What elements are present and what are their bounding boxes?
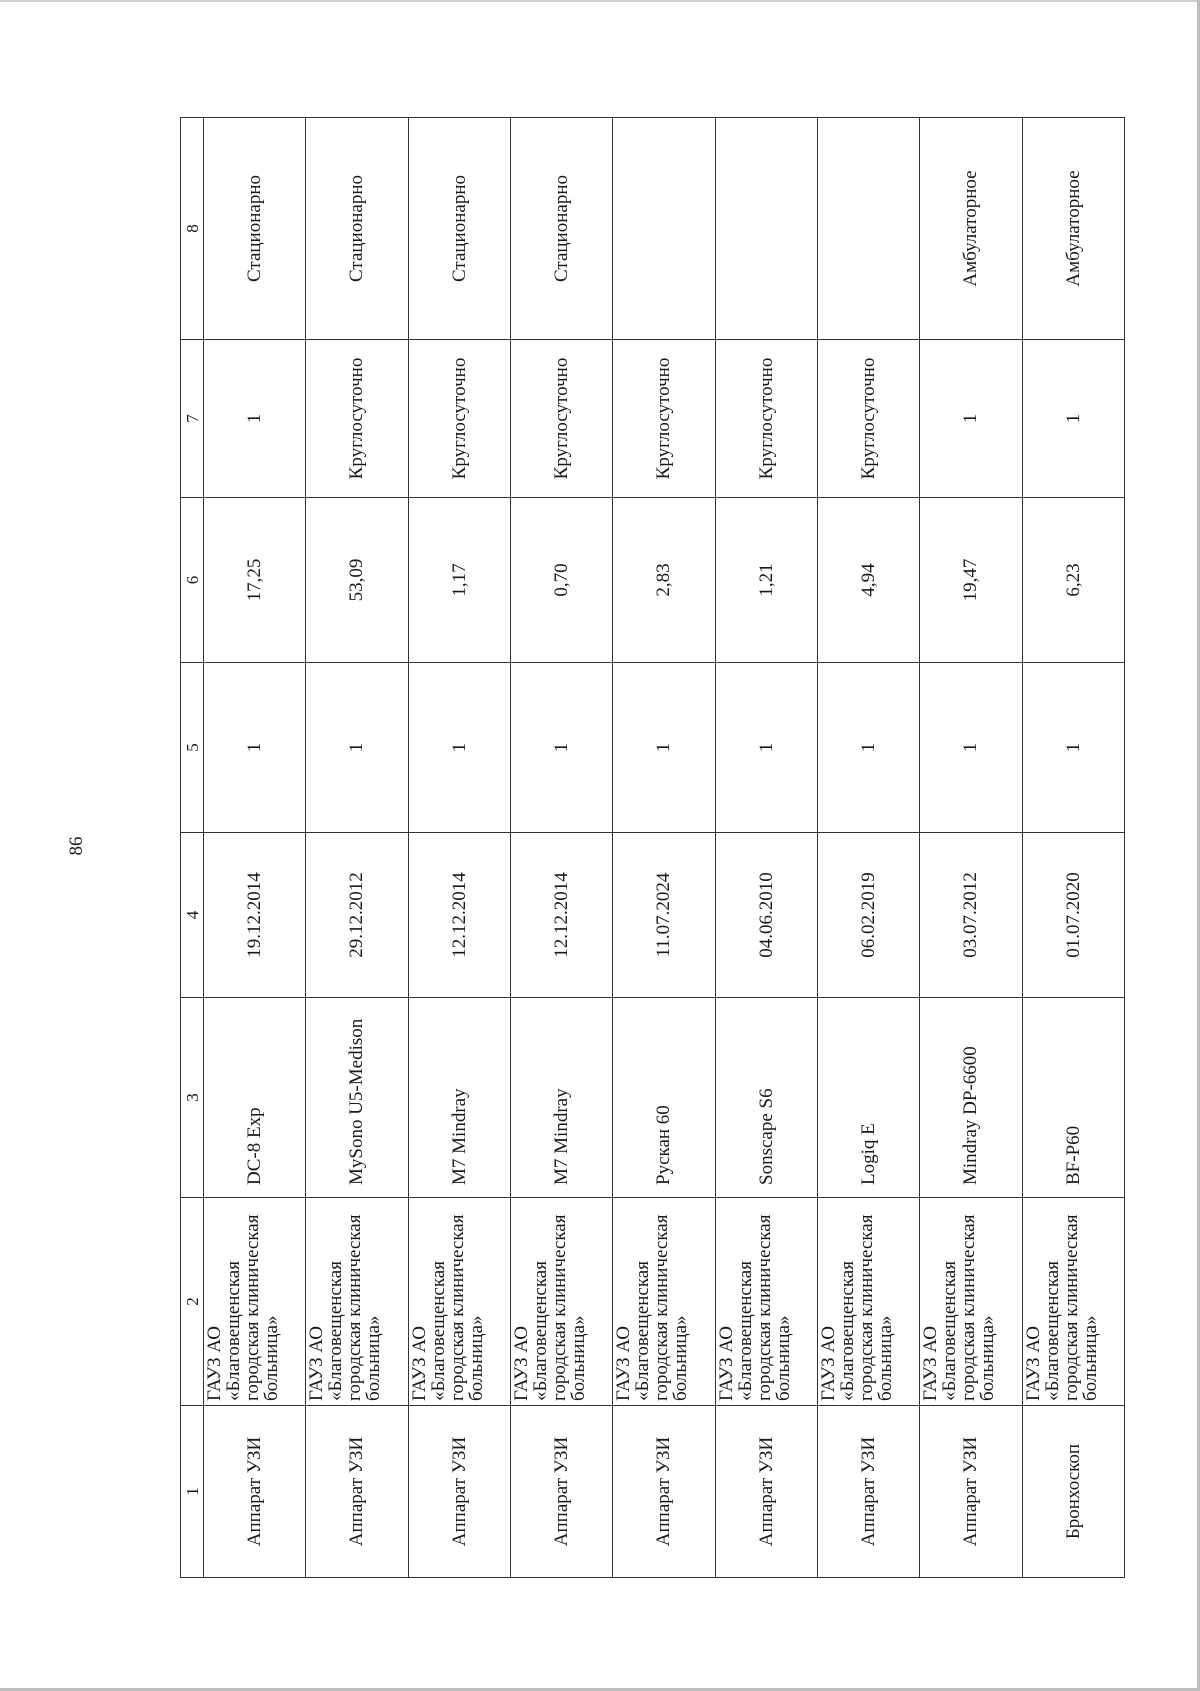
organization: ГАУЗ АО «Благовещенская городская клиническая больница» [510,1198,612,1406]
column-number: 6 [181,498,204,663]
quantity: 1 [204,663,306,833]
load-value: 1,17 [408,498,510,663]
column-number: 8 [181,118,204,340]
shift-mode: 1 [204,340,306,498]
date: 03.07.2012 [920,833,1022,998]
equipment-type: Аппарат УЗИ [306,1406,408,1578]
quantity: 1 [613,663,715,833]
column-number: 2 [181,1198,204,1406]
quantity: 1 [1022,663,1124,833]
quantity: 1 [510,663,612,833]
quantity: 1 [817,663,919,833]
organization: ГАУЗ АО «Благовещенская городская клиническая больница» [715,1198,817,1406]
equipment-type: Аппарат УЗИ [510,1406,612,1578]
model: DC-8 Exp [204,998,306,1198]
care-condition: Стационарно [408,118,510,340]
quantity: 1 [408,663,510,833]
equipment-type: Бронхоскоп [1022,1406,1124,1578]
shift-mode: Круглосуточно [306,340,408,498]
equipment-type: Аппарат УЗИ [715,1406,817,1578]
care-condition: Амбулаторное [920,118,1022,340]
load-value: 6,23 [1022,498,1124,663]
shift-mode: Круглосуточно [510,340,612,498]
scan-edge-top [0,0,1200,2]
model: Mindray DP-6600 [920,998,1022,1198]
table-row [613,118,715,1578]
table-row [817,118,919,1578]
column-number: 5 [181,663,204,833]
date: 11.07.2024 [613,833,715,998]
model: MySono U5-Medison [306,998,408,1198]
organization: ГАУЗ АО «Благовещенская городская клиническая больница» [204,1198,306,1406]
load-value: 17,25 [204,498,306,663]
model: Logiq E [817,998,919,1198]
shift-mode: 1 [920,340,1022,498]
care-condition [715,118,817,340]
organization: ГАУЗ АО «Благовещенская городская клиническая больница» [408,1198,510,1406]
care-condition: Амбулаторное [1022,118,1124,340]
table-row [204,118,306,1578]
date: 19.12.2014 [204,833,306,998]
care-condition: Стационарно [204,118,306,340]
date: 29.12.2012 [306,833,408,998]
load-value: 19,47 [920,498,1022,663]
table-row [510,118,612,1578]
model: M7 Mindray [510,998,612,1198]
care-condition [613,118,715,340]
quantity: 1 [920,663,1022,833]
load-value: 1,21 [715,498,817,663]
date: 12.12.2014 [408,833,510,998]
quantity: 1 [306,663,408,833]
organization: ГАУЗ АО «Благовещенская городская клиническая больница» [1022,1198,1124,1406]
column-number-row [181,118,204,1578]
load-value: 2,83 [613,498,715,663]
equipment-type: Аппарат УЗИ [613,1406,715,1578]
rotated-table-container [180,118,1125,1578]
care-condition: Стационарно [510,118,612,340]
column-number: 7 [181,340,204,498]
organization: ГАУЗ АО «Благовещенская городская клиническая больница» [306,1198,408,1406]
model: Sonscape S6 [715,998,817,1198]
model: M7 Mindray [408,998,510,1198]
table-row [306,118,408,1578]
date: 01.07.2020 [1022,833,1124,998]
care-condition: Стационарно [306,118,408,340]
shift-mode: Круглосуточно [715,340,817,498]
organization: ГАУЗ АО «Благовещенская городская клиническая больница» [817,1198,919,1406]
table-row [408,118,510,1578]
date: 04.06.2010 [715,833,817,998]
column-number: 3 [181,998,204,1198]
shift-mode: Круглосуточно [817,340,919,498]
date: 06.02.2019 [817,833,919,998]
load-value: 4,94 [817,498,919,663]
date: 12.12.2014 [510,833,612,998]
model: Рускан 60 [613,998,715,1198]
equipment-type: Аппарат УЗИ [408,1406,510,1578]
model: BF-P60 [1022,998,1124,1198]
shift-mode: Круглосуточно [613,340,715,498]
table-row [1022,118,1124,1578]
table-row [920,118,1022,1578]
equipment-type: Аппарат УЗИ [920,1406,1022,1578]
column-number: 1 [181,1406,204,1578]
load-value: 0,70 [510,498,612,663]
equipment-table [180,117,1125,1578]
shift-mode: Круглосуточно [408,340,510,498]
load-value: 53,09 [306,498,408,663]
organization: ГАУЗ АО «Благовещенская городская клиническая больница» [613,1198,715,1406]
table-row [715,118,817,1578]
page-number: 86 [66,836,87,856]
equipment-type: Аппарат УЗИ [817,1406,919,1578]
column-number: 4 [181,833,204,998]
shift-mode: 1 [1022,340,1124,498]
equipment-type: Аппарат УЗИ [204,1406,306,1578]
care-condition [817,118,919,340]
organization: ГАУЗ АО «Благовещенская городская клиническая больница» [920,1198,1022,1406]
quantity: 1 [715,663,817,833]
